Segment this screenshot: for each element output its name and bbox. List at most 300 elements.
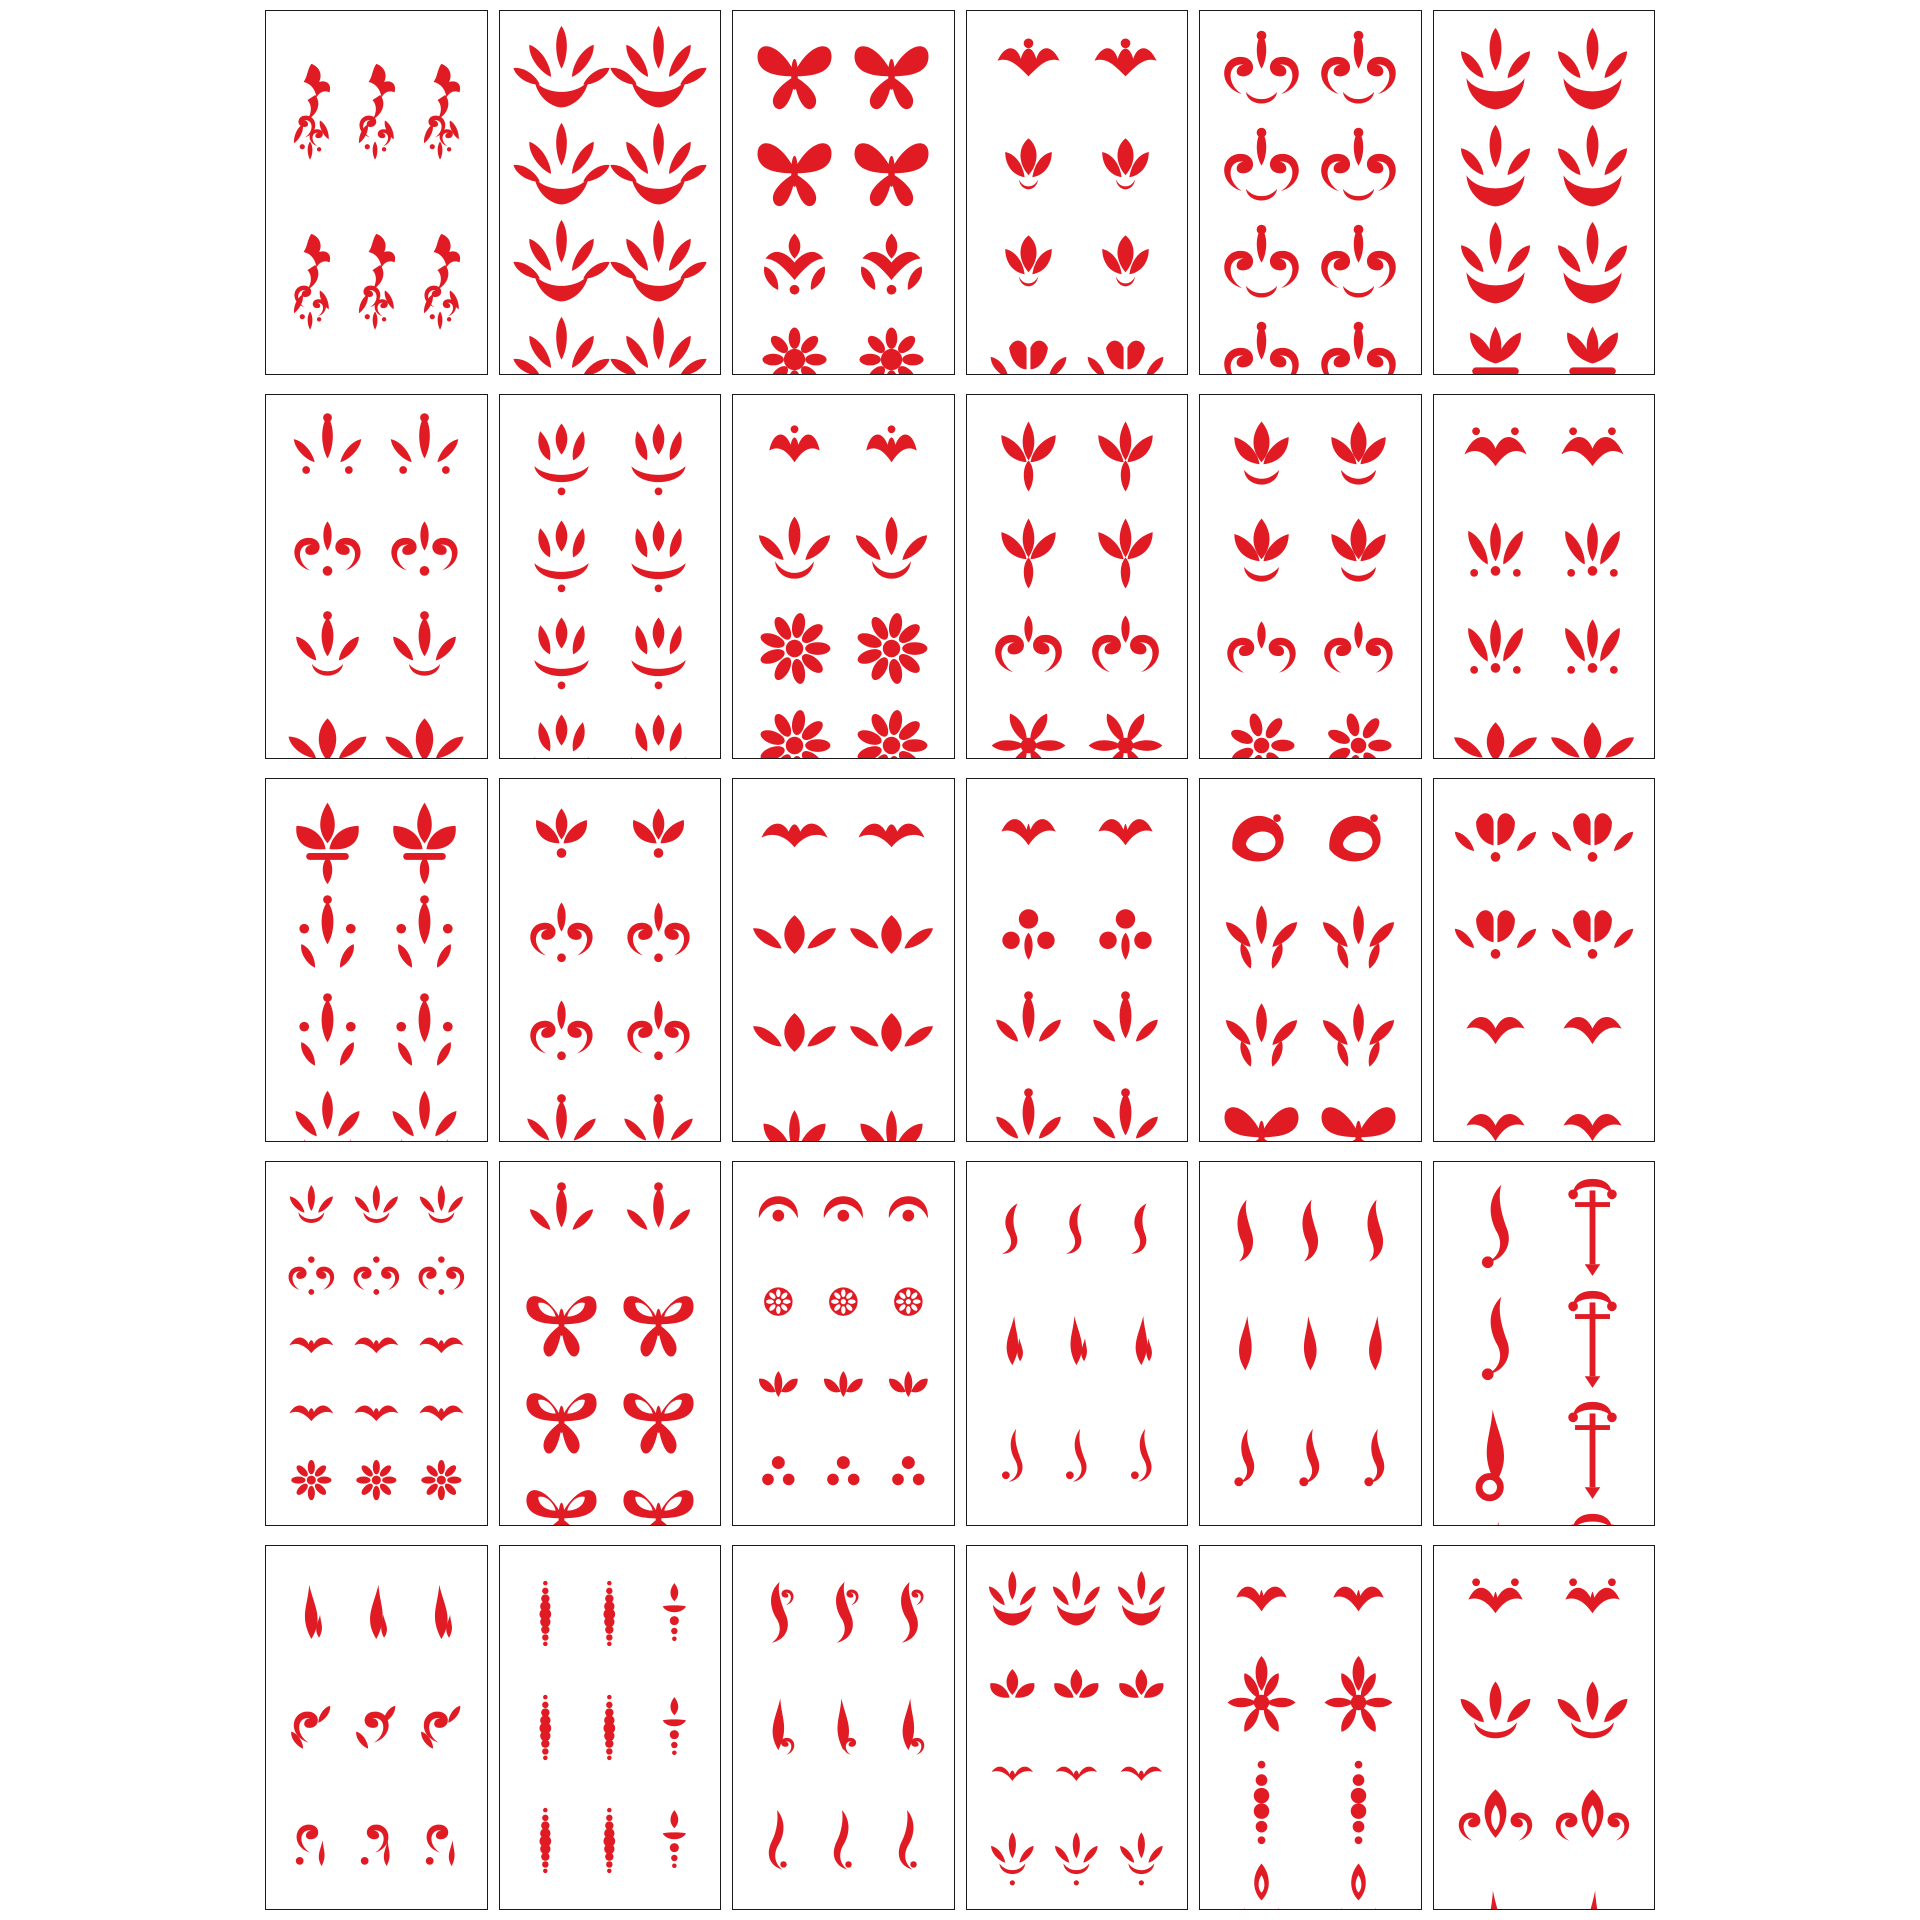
stencil-sheet — [966, 1161, 1189, 1526]
motif-daisy-open-b — [1310, 697, 1407, 759]
motif-grid — [279, 406, 473, 747]
motif-crest-swirl-a — [746, 406, 843, 503]
stencil-sheet — [966, 394, 1189, 759]
motif-mini-lotus-b — [344, 1173, 409, 1241]
motif-fleur-big-b — [376, 789, 473, 886]
stencil-sheet — [1433, 1161, 1656, 1526]
motif-grid — [980, 406, 1174, 747]
motif-tribal-tall-b — [811, 1784, 876, 1898]
motif-lotus-peak-b — [1544, 22, 1641, 119]
motif-trefoil-dot-b — [811, 1429, 876, 1514]
motif-lace-bud-a — [513, 1173, 610, 1270]
motif-phoenix-bird-right — [409, 22, 474, 193]
motif-lotus-crown-b — [610, 22, 707, 119]
stencil-sheet — [732, 778, 955, 1143]
motif-lotus-stand-b — [1044, 1813, 1109, 1898]
motif-grid — [279, 1173, 473, 1514]
motif-diamond-spray-b — [1544, 600, 1641, 697]
motif-star-flower-c — [409, 1446, 474, 1514]
motif-arch-crest-b — [1544, 406, 1641, 503]
motif-tulip-bloom-b — [1077, 216, 1174, 313]
motif-lotus-wing-b — [1044, 1642, 1109, 1727]
motif-tulip-crest-b — [1077, 22, 1174, 119]
motif-butterfly-wide-a — [746, 119, 843, 216]
stencil-sheet — [499, 10, 722, 375]
motif-grid — [746, 1173, 940, 1514]
motif-dot-leaf-a — [279, 984, 376, 1081]
stencil-sheet — [1199, 1545, 1422, 1910]
motif-flame-leaf-b — [1077, 1081, 1174, 1143]
motif-lotus-line-a — [746, 886, 843, 983]
motif-corner-flourish-b — [344, 1784, 409, 1898]
motif-mini-lotus-c — [409, 1173, 474, 1241]
motif-hook-a — [980, 1173, 1045, 1287]
motif-bead-drop-c — [642, 1784, 707, 1898]
stencil-sheet — [265, 778, 488, 1143]
motif-lotus-cup-c — [876, 1344, 941, 1429]
motif-tribal-c — [1109, 1401, 1174, 1515]
motif-bud-row-a — [513, 503, 610, 600]
motif-burst-sprig-a — [513, 984, 610, 1081]
motif-tulip-arch-a — [1447, 789, 1544, 886]
motif-fleur-diamond-b — [376, 886, 473, 983]
motif-tulip-horn-a — [1447, 886, 1544, 983]
motif-lotus-big-a — [980, 1557, 1045, 1642]
stencil-sheet — [265, 1161, 488, 1526]
motif-lotus-crown-e — [513, 216, 610, 313]
motif-lotus-wide-flat-b — [1544, 1664, 1641, 1771]
motif-fan-crest-a — [1447, 984, 1544, 1081]
motif-band-a — [279, 1310, 344, 1378]
motif-grid — [513, 1557, 707, 1898]
stencil-sheet — [1199, 778, 1422, 1143]
motif-bloom-wide-a — [1213, 1081, 1310, 1143]
motif-drop-crest-a — [980, 789, 1077, 886]
stencil-sheet — [1433, 778, 1656, 1143]
motif-bud-bloom-a — [513, 600, 610, 697]
motif-bud-bloom-b — [610, 600, 707, 697]
stencil-sheet — [499, 1161, 722, 1526]
motif-fleur-big-a — [279, 789, 376, 886]
stencil-sheet — [732, 10, 955, 375]
motif-flame-c — [1109, 1287, 1174, 1401]
motif-tulip-pair-b — [1077, 119, 1174, 216]
motif-flame-vine-c — [876, 1671, 941, 1785]
stencil-sheet — [265, 1545, 488, 1910]
motif-scroll-fan-a — [1213, 216, 1310, 313]
motif-lotus-wide-flat-a — [1447, 1664, 1544, 1771]
motif-grid — [1213, 789, 1407, 1130]
motif-drop-crest-b — [1077, 789, 1174, 886]
motif-vine-flourish-a — [279, 1671, 344, 1785]
motif-fan-bead-a — [1213, 1557, 1310, 1654]
motif-flame-tall-a — [279, 1557, 344, 1671]
motif-lotus-wing-c — [1109, 1642, 1174, 1727]
stencil-sheet-grid — [265, 10, 1655, 1910]
motif-bud-cluster-a — [513, 406, 610, 503]
motif-leaf-drop-b — [1077, 984, 1174, 1081]
motif-scroll-crest-a — [1213, 22, 1310, 119]
motif-bloom-sprig-b — [376, 600, 473, 697]
motif-leaf-pair-a — [1447, 503, 1544, 600]
motif-fan-sprig-a — [513, 789, 610, 886]
motif-wing-bud-a — [1447, 1081, 1544, 1143]
motif-crown-c — [409, 1378, 474, 1446]
motif-grid — [279, 1557, 473, 1898]
motif-grid — [1447, 22, 1641, 363]
motif-phoenix-bird-left — [279, 22, 344, 193]
motif-lotus-crown-d — [610, 119, 707, 216]
motif-bud-wing-b — [610, 697, 707, 759]
motif-damask-crest-b — [843, 216, 940, 313]
motif-butterfly-a — [746, 22, 843, 119]
motif-wing-spray-a — [513, 1081, 610, 1143]
motif-star-flower-b — [344, 1446, 409, 1514]
motif-scroll-wing-b — [1310, 313, 1407, 375]
motif-bead-chain-f — [577, 1784, 642, 1898]
motif-grid — [980, 1557, 1174, 1898]
motif-crescent-dot-b — [811, 1173, 876, 1258]
motif-flame-blade-a — [1447, 1877, 1544, 1910]
motif-grid — [513, 789, 707, 1130]
motif-lotus-flat-b — [843, 1081, 940, 1143]
motif-grid — [746, 22, 940, 363]
motif-peacock-a — [1213, 789, 1310, 886]
motif-flame-tall-b — [344, 1557, 409, 1671]
motif-blade-a — [1213, 1173, 1278, 1287]
motif-grid — [1213, 22, 1407, 363]
motif-scroll-arch-a — [1213, 119, 1310, 216]
motif-flame-tall-c — [409, 1557, 474, 1671]
motif-phoenix-bird-center-2 — [344, 192, 409, 363]
motif-daisy-half-a — [746, 600, 843, 697]
motif-scroll-fan-b — [1310, 216, 1407, 313]
motif-vine-flourish-b — [344, 1671, 409, 1785]
motif-wheel-b — [811, 1259, 876, 1344]
motif-grid — [980, 22, 1174, 363]
motif-bloom-round-b — [843, 313, 940, 375]
motif-swirl-drop-a — [409, 1784, 474, 1898]
stencil-sheet — [1199, 10, 1422, 375]
motif-flutter-a — [1213, 984, 1310, 1081]
motif-flame-vine-b — [811, 1671, 876, 1785]
motif-fleur-de-lis-a — [1447, 313, 1544, 375]
motif-vine-swirl-b — [1077, 600, 1174, 697]
motif-flame-hook-a — [1447, 1396, 1544, 1508]
motif-trident-b — [1544, 1285, 1641, 1397]
motif-lotus-wing-a — [980, 1642, 1045, 1727]
motif-bloom-sprig-a — [279, 600, 376, 697]
motif-fan-bead-b — [1310, 1557, 1407, 1654]
motif-tulip-bud-a — [980, 313, 1077, 375]
motif-band-b — [344, 1310, 409, 1378]
motif-butterfly-swirl-a — [513, 1367, 610, 1464]
motif-curl-pair-a — [513, 886, 610, 983]
motif-grid — [1213, 1557, 1407, 1898]
motif-grid — [746, 1557, 940, 1898]
stencil-sheet — [499, 394, 722, 759]
motif-leaf-fan-b — [1310, 886, 1407, 983]
motif-lotus-star-a — [279, 1081, 376, 1143]
motif-spiral-hook-b — [1278, 1401, 1343, 1515]
motif-bow-leaf-b — [843, 984, 940, 1081]
motif-corner-flourish-a — [279, 1784, 344, 1898]
motif-scroll-band-b — [1044, 1728, 1109, 1813]
motif-tribal-tall-a — [746, 1784, 811, 1898]
motif-scroll-crest-b — [1310, 22, 1407, 119]
motif-bead-chain-d — [577, 1671, 642, 1785]
motif-lotus-wide-a — [1447, 119, 1544, 216]
motif-scroll-wave-a — [1213, 600, 1310, 697]
motif-butterfly-swirl-b — [610, 1367, 707, 1464]
motif-wave-flame-c — [1343, 1287, 1408, 1401]
motif-crown-flame-a — [1447, 1770, 1544, 1877]
motif-wing-bud-b — [1544, 1081, 1641, 1143]
motif-fan-sprig-b — [610, 789, 707, 886]
motif-lotus-cup-a — [746, 1344, 811, 1429]
motif-dot-leaf-b — [376, 984, 473, 1081]
motif-daisy-full-b — [843, 697, 940, 759]
motif-grid — [279, 22, 473, 363]
motif-bloom-round-a — [746, 313, 843, 375]
motif-butterfly-open-a — [513, 1464, 610, 1526]
motif-phoenix-bird-center — [344, 22, 409, 193]
motif-flutter-b — [1310, 984, 1407, 1081]
motif-trident-a — [1544, 1173, 1641, 1285]
stencil-sheet — [1433, 394, 1656, 759]
stencil-sheet — [966, 10, 1189, 375]
motif-band-c — [409, 1310, 474, 1378]
motif-daisy-open-a — [1213, 697, 1310, 759]
motif-wheel-c — [876, 1259, 941, 1344]
motif-grid — [980, 789, 1174, 1130]
motif-wave-flame-a — [1213, 1287, 1278, 1401]
motif-scroll-arch-b — [1310, 119, 1407, 216]
motif-lotus-flower-a — [279, 697, 376, 759]
motif-fleur-spray-b — [376, 406, 473, 503]
motif-tulip-horn-b — [1544, 886, 1641, 983]
motif-scroll-wave-b — [1310, 600, 1407, 697]
motif-lotus-peak-a — [1447, 22, 1544, 119]
motif-bead-chain-a — [513, 1557, 578, 1671]
stencil-sheet — [966, 778, 1189, 1143]
motif-flame-pair-a — [1447, 1173, 1544, 1285]
motif-lily-crest-a — [980, 406, 1077, 503]
motif-crescent-dot-a — [746, 1173, 811, 1258]
motif-bow-leaf-a — [746, 984, 843, 1081]
motif-wing-spray-b — [610, 1081, 707, 1143]
motif-spiral-drop-a — [1447, 1508, 1544, 1526]
motif-lotus-cup-b — [811, 1344, 876, 1429]
motif-trident-c — [1544, 1508, 1641, 1526]
motif-grid — [1447, 789, 1641, 1130]
motif-wave-flame-b — [1278, 1287, 1343, 1401]
motif-lotus-stand-c — [1109, 1813, 1174, 1898]
motif-bud-row-b — [610, 503, 707, 600]
motif-tribal-b — [1044, 1401, 1109, 1515]
motif-lotus-crown-c — [513, 119, 610, 216]
motif-spiral-hook-a — [1213, 1401, 1278, 1515]
motif-crescent-dot-c — [876, 1173, 941, 1258]
motif-damask-crest-a — [746, 216, 843, 313]
motif-grid — [1447, 1173, 1641, 1514]
motif-leaf-fan-a — [1213, 886, 1310, 983]
motif-grid — [746, 789, 940, 1130]
stencil-sheet — [966, 1545, 1189, 1910]
motif-vine-tall-c — [876, 1557, 941, 1671]
motif-crest-swirl-b — [843, 406, 940, 503]
motif-butterfly-open-b — [610, 1464, 707, 1526]
motif-drop-trefoil-a — [980, 886, 1077, 983]
motif-blade-c — [1343, 1173, 1408, 1287]
motif-bead-column-b — [1310, 1751, 1407, 1848]
motif-bead-drop-a — [642, 1557, 707, 1671]
motif-bead-chain-b — [577, 1557, 642, 1671]
stencil-sheet — [499, 778, 722, 1143]
motif-grid — [746, 406, 940, 747]
motif-vine-tall-b — [811, 1557, 876, 1671]
motif-lotus-crown-h — [610, 313, 707, 375]
motif-flourish-b — [344, 1241, 409, 1309]
motif-arch-lotus-b — [1544, 1557, 1641, 1664]
motif-fleur-spray-a — [279, 406, 376, 503]
motif-curl-hook-a — [1447, 1285, 1544, 1397]
motif-flame-hook-b — [1544, 1396, 1641, 1508]
motif-blade-b — [1278, 1173, 1343, 1287]
motif-crown-flame-b — [1544, 1770, 1641, 1877]
motif-lamp-b — [1310, 1848, 1407, 1910]
motif-star-flower-a — [279, 1446, 344, 1514]
motif-tribal-a — [980, 1401, 1045, 1515]
motif-butterfly-lace-a — [513, 1270, 610, 1367]
motif-lotus-bloom-a — [1447, 216, 1544, 313]
motif-wave-crest-b — [843, 789, 940, 886]
motif-scroll-band-c — [1109, 1728, 1174, 1813]
motif-grid — [1213, 406, 1407, 747]
motif-curl-pair-b — [610, 886, 707, 983]
motif-fleur-de-lis-b — [1544, 313, 1641, 375]
motif-lotus-open-b — [843, 503, 940, 600]
motif-butterfly-b — [843, 22, 940, 119]
motif-mini-lotus-a — [279, 1173, 344, 1241]
motif-lily-bloom-b — [1077, 503, 1174, 600]
motif-lotus-big-c — [1109, 1557, 1174, 1642]
motif-arch-crest-a — [1447, 406, 1544, 503]
motif-burst-sprig-b — [610, 984, 707, 1081]
motif-tulip-bloom-a — [980, 216, 1077, 313]
motif-flourish-a — [279, 1241, 344, 1309]
motif-daisy-full-a — [746, 697, 843, 759]
motif-blossom-b — [1310, 1654, 1407, 1751]
motif-wheel-a — [746, 1259, 811, 1344]
motif-lotus-flower-b — [376, 697, 473, 759]
motif-grid — [513, 22, 707, 363]
motif-crown-a — [279, 1378, 344, 1446]
motif-trefoil-dot-c — [876, 1429, 941, 1514]
motif-flame-a — [980, 1287, 1045, 1401]
motif-flame-leaf-a — [980, 1081, 1077, 1143]
motif-tulip-arch-b — [1544, 789, 1641, 886]
motif-lotus-wide-b — [1544, 119, 1641, 216]
motif-flame-b — [1044, 1287, 1109, 1401]
motif-winged-leaf-a — [1447, 697, 1544, 759]
motif-flame-blade-b — [1544, 1877, 1641, 1910]
motif-blossom-a — [1213, 1654, 1310, 1751]
motif-bead-column-a — [1213, 1751, 1310, 1848]
motif-leaf-drop-a — [980, 984, 1077, 1081]
motif-scroll-pair-b — [376, 503, 473, 600]
motif-bead-chain-c — [513, 1671, 578, 1785]
motif-hook-b — [1044, 1173, 1109, 1287]
motif-grid — [1447, 1557, 1641, 1898]
motif-wave-crest-a — [746, 789, 843, 886]
stencil-sheet — [732, 394, 955, 759]
motif-drop-trefoil-b — [1077, 886, 1174, 983]
motif-butterfly-lace-b — [610, 1270, 707, 1367]
motif-peacock-b — [1310, 789, 1407, 886]
motif-leaf-pair-b — [1544, 503, 1641, 600]
motif-tulip-bud-b — [1077, 313, 1174, 375]
motif-palmette-a — [1213, 406, 1310, 503]
motif-winged-leaf-b — [1544, 697, 1641, 759]
stencil-sheet — [1199, 394, 1422, 759]
motif-palmette-b — [1310, 406, 1407, 503]
motif-fan-crest-b — [1544, 984, 1641, 1081]
motif-tulip-pair-a — [980, 119, 1077, 216]
motif-grid — [980, 1173, 1174, 1514]
motif-grid — [513, 1173, 707, 1514]
motif-scroll-band-a — [980, 1728, 1045, 1813]
motif-vine-flourish-c — [409, 1671, 474, 1785]
motif-grid — [1447, 406, 1641, 747]
motif-scroll-pair-a — [279, 503, 376, 600]
motif-palmette-bloom-a — [1213, 503, 1310, 600]
motif-flame-vine-a — [746, 1671, 811, 1785]
motif-lotus-crown-a — [513, 22, 610, 119]
stencil-sheet — [732, 1161, 955, 1526]
motif-lotus-flat-a — [746, 1081, 843, 1143]
motif-lotus-bloom-b — [1544, 216, 1641, 313]
stencil-sheet — [732, 1545, 955, 1910]
motif-butterfly-wide-b — [843, 119, 940, 216]
motif-palmette-bloom-b — [1310, 503, 1407, 600]
motif-lotus-crown-g — [513, 313, 610, 375]
motif-trefoil-dot-a — [746, 1429, 811, 1514]
motif-arch-lotus-a — [1447, 1557, 1544, 1664]
motif-scroll-wing-a — [1213, 313, 1310, 375]
stencil-sheet — [265, 10, 488, 375]
motif-vine-swirl-a — [980, 600, 1077, 697]
motif-grid — [513, 406, 707, 747]
motif-bead-drop-b — [642, 1671, 707, 1785]
motif-bud-wing-a — [513, 697, 610, 759]
stencil-sheet — [1199, 1161, 1422, 1526]
motif-bloom-wide-b — [1310, 1081, 1407, 1143]
motif-tribal-tall-c — [876, 1784, 941, 1898]
motif-lace-bud-b — [610, 1173, 707, 1270]
motif-lotus-big-b — [1044, 1557, 1109, 1642]
stencil-sheet — [1433, 10, 1656, 375]
motif-lotus-crown-f — [610, 216, 707, 313]
motif-lamp-a — [1213, 1848, 1310, 1910]
motif-crown-b — [344, 1378, 409, 1446]
motif-lily-bloom-a — [980, 503, 1077, 600]
motif-rosette-a — [980, 697, 1077, 759]
motif-tulip-crest-a — [980, 22, 1077, 119]
stencil-sheet — [1433, 1545, 1656, 1910]
motif-phoenix-bird-left-2 — [279, 192, 344, 363]
motif-rosette-b — [1077, 697, 1174, 759]
